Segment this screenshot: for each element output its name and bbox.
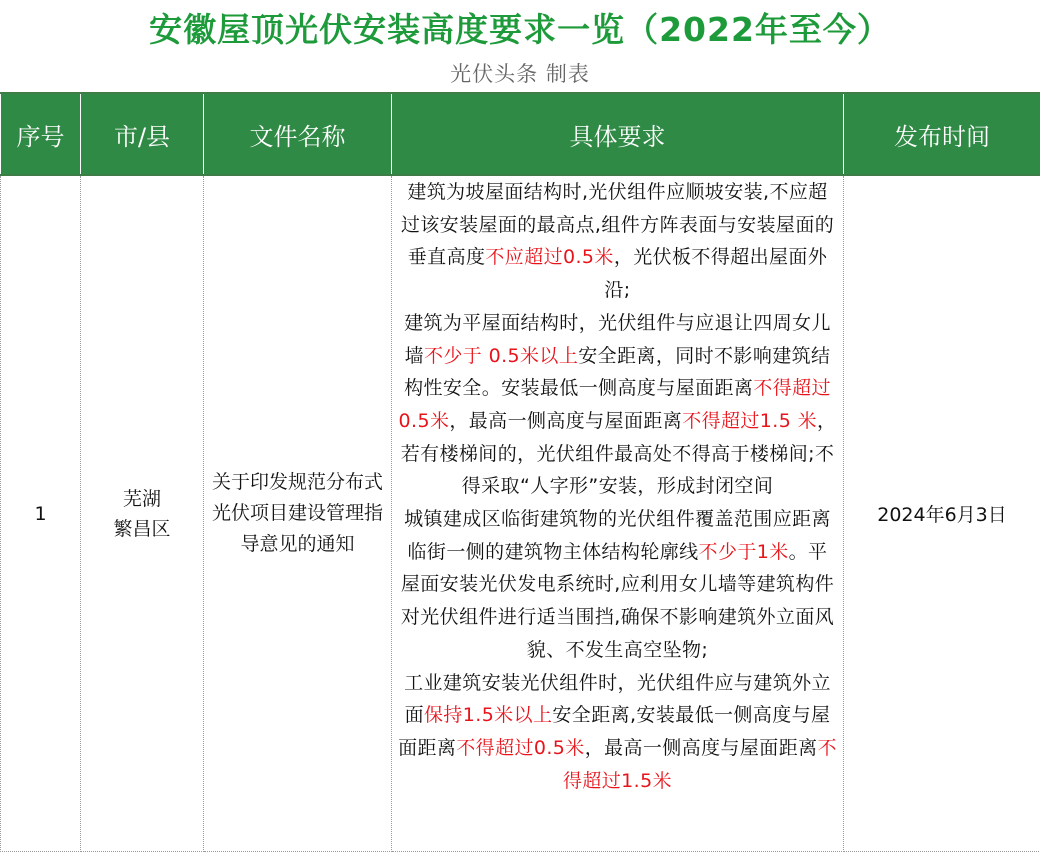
row-number: 1	[1, 175, 81, 852]
requirement-highlight: 不应超过0.5米	[485, 246, 613, 268]
city-name: 芜湖	[123, 488, 161, 510]
row-city	[81, 175, 204, 852]
requirement-segment: 安全距离,安装最低一侧高度与屋面距离	[398, 704, 830, 759]
row-requirements	[392, 175, 844, 852]
requirement-highlight: 不得超过0.5米	[456, 737, 584, 759]
requirement-segment: ，最高一侧高度与屋面距离	[449, 410, 682, 432]
requirement-highlight: 不少于1米	[699, 541, 789, 563]
requirement-segment: 建筑为坡屋面结构时,光伏组件应顺坡安装,不应超过该安装屋面的最高点,组件方阵表面与安装屋面的垂直高度	[401, 181, 834, 268]
row-publish-date: 2024年6月3日	[844, 175, 1040, 852]
district-name: 繁昌区	[113, 518, 170, 540]
requirement-segment: ，若有楼梯间的，光伏组件最高处不得高于楼梯间;不得采取“人字形”安装，形成封闭空间	[401, 410, 837, 497]
table-row	[1, 175, 1040, 852]
requirement-segment: 建筑为平屋面结构时，光伏组件与应退让四周女儿墙	[404, 312, 831, 367]
requirement-highlight: 不得超过0.5米	[399, 377, 831, 432]
page-title: 安徽屋顶光伏安装高度要求一览（2022年至今）	[0, 4, 1040, 51]
table-header-row	[1, 93, 1040, 175]
requirement-highlight: 不得超过1.5 米	[682, 410, 817, 432]
requirement-segment: 城镇建成区临街建筑物的光伏组件覆盖范围应距离临街一侧的建筑物主体结构轮廓线	[404, 508, 831, 563]
column-header-date: 发布时间	[844, 93, 1040, 175]
requirement-segment: ，光伏板不得超出屋面外沿;	[604, 246, 827, 301]
requirement-segment: ，最高一侧高度与屋面距离	[585, 737, 818, 759]
requirement-segment: 。平屋面安装光伏发电系统时,应利用女儿墙等建筑构件对光伏组件进行适当围挡,确保不影响建筑外立面风貌、不发生高空坠物;	[401, 541, 834, 661]
row-file-name: 关于印发规范分布式光伏项目建设管理指导意见的通知	[204, 175, 392, 852]
column-header-requirements: 具体要求	[392, 93, 844, 175]
requirement-segment: 安全距离，同时不影响建筑结构性安全。安装最低一侧高度与屋面距离	[404, 345, 830, 400]
requirements-table	[0, 92, 1040, 852]
requirement-highlight: 保持1.5米以上	[424, 704, 552, 726]
column-header-city: 市/县	[81, 93, 204, 175]
requirements-text	[398, 176, 837, 851]
requirement-highlight: 不得超过1.5米	[563, 737, 837, 792]
page-subtitle: 光伏头条 制表	[0, 58, 1040, 88]
column-header-file: 文件名称	[204, 93, 392, 175]
requirement-highlight: 不少于 0.5米以上	[424, 345, 578, 367]
requirement-segment: 工业建筑安装光伏组件时，光伏组件应与建筑外立面	[404, 672, 831, 727]
column-header-no: 序号	[1, 93, 81, 175]
